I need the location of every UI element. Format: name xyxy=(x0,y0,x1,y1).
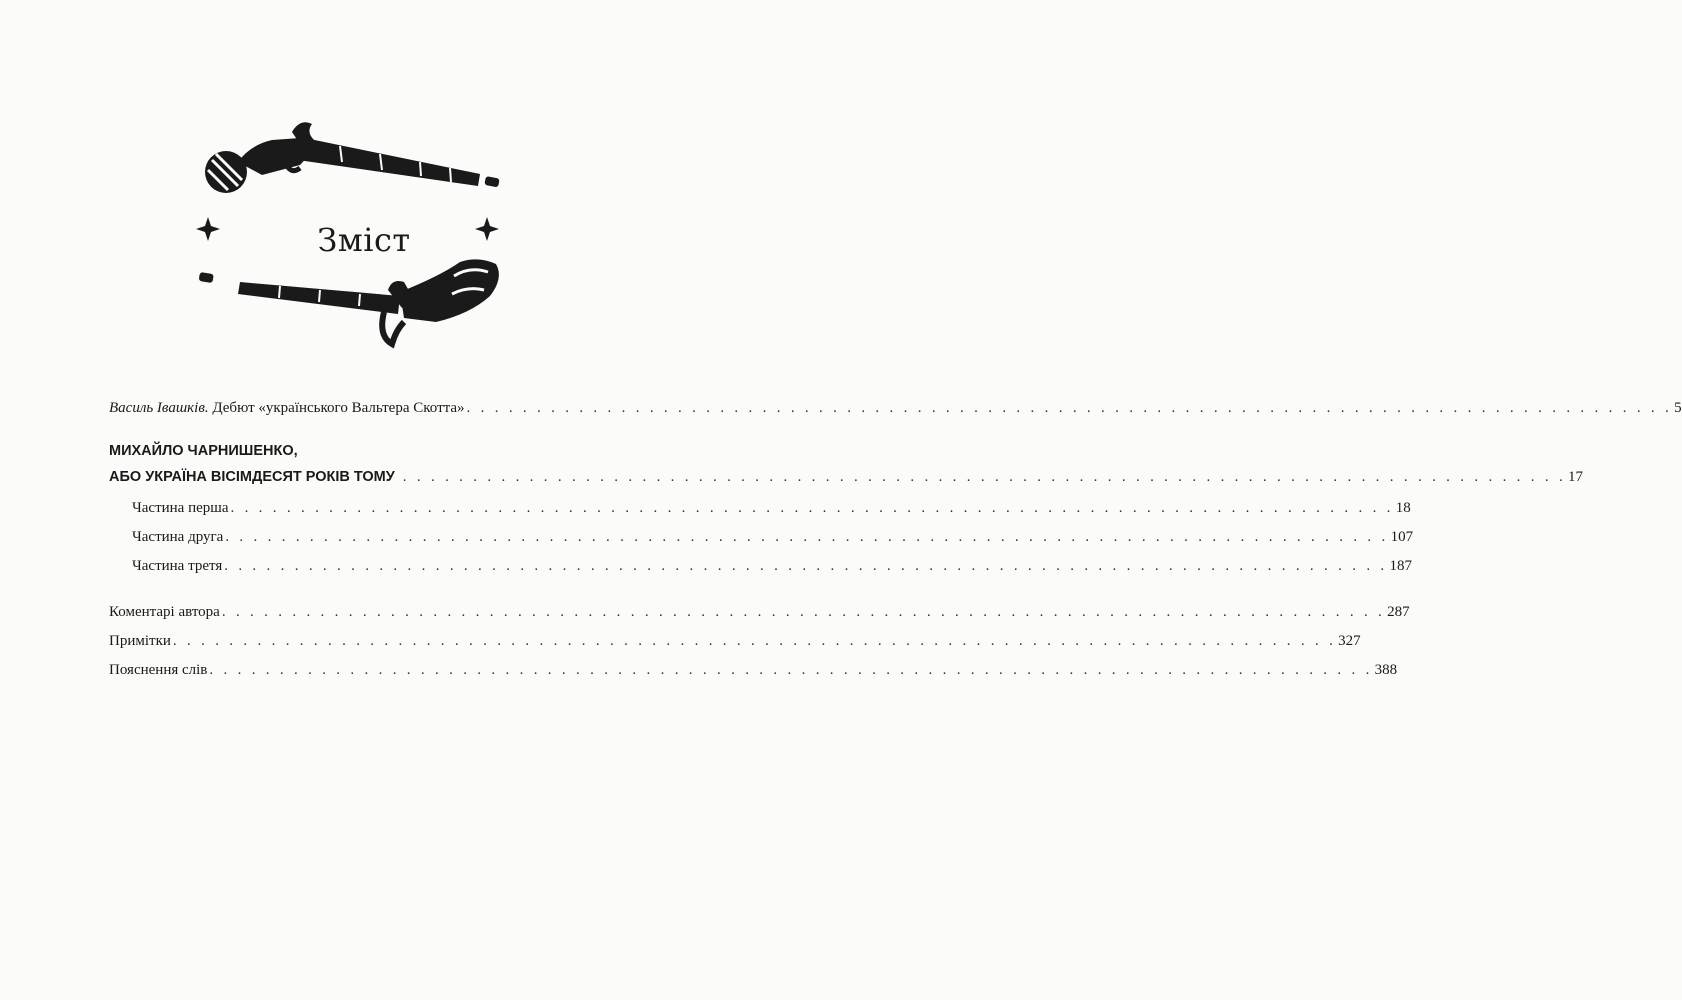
toc-entry-part-3[interactable] xyxy=(109,556,1412,576)
dot-leader: . . . . . . . . . . . . . . . . . . . . . . . . . . . . . . . . . . . . . . . . . . . . . . . . . . . . . . . . . . . . . . . . . . . . . . . . . . . . . . . . . . . xyxy=(402,469,1567,485)
title-ornament xyxy=(0,0,728,400)
part-2-page-number: 107 xyxy=(1390,529,1414,545)
part-3-page-number: 187 xyxy=(1389,558,1412,574)
dot-leader: . . . . . . . . . . . . . . . . . . . . . . . . . . . . . . . . . . . . . . . . . . . . . . . . . . . . . . . . . . . . . . . . . . . . . . . . . . . . . . . . . . . xyxy=(209,662,1373,678)
dot-leader: . . . . . . . . . . . . . . . . . . . . . . . . . . . . . . . . . . . . . . . . . . . . . . . . . . . . . . . . . . . . . . . . . . . . . . . . . . . . . . . . . . . xyxy=(172,633,1337,649)
notes-label: Примітки xyxy=(109,633,171,649)
dot-leader: . . . . . . . . . . . . . . . . . . . . . . . . . . . . . . . . . . . . . . . . . . . . . . . . . . . . . . . . . . . . . . . . . . . . . . . . . . . . . . . . . . . xyxy=(230,500,1394,516)
intro-author: Василь Івашків. xyxy=(109,400,209,416)
table-of-contents xyxy=(109,398,1682,680)
toc-entry-notes[interactable] xyxy=(109,631,1361,651)
part-2-label: Частина друга xyxy=(132,529,224,545)
glossary-page-number: 388 xyxy=(1374,662,1398,678)
dot-leader: . . . . . . . . . . . . . . . . . . . . . . . . . . . . . . . . . . . . . . . . . . . . . . . . . . . . . . . . . . . . . . . . . . . . . . . . . . . . . . . . . . . . . . xyxy=(466,400,1673,416)
toc-entry-part-2[interactable] xyxy=(109,527,1414,547)
toc-entry-glossary[interactable] xyxy=(109,660,1398,680)
toc-entry-intro[interactable] xyxy=(109,398,1682,418)
intro-title: Дебют «українського Вальтера Скотта» xyxy=(208,400,465,416)
page-title: Зміст xyxy=(317,221,411,260)
toc-entry-author-comments[interactable] xyxy=(109,602,1410,622)
bottom-pistol-icon xyxy=(199,259,499,344)
novel-title-line1[interactable]: МИХАЙЛО ЧАРНИШЕНКО, xyxy=(109,443,298,459)
novel-page-number: 17 xyxy=(1568,469,1584,485)
top-pistol-icon xyxy=(205,122,500,193)
part-1-page-number: 18 xyxy=(1395,500,1411,516)
author-comments-label: Коментарі автора xyxy=(109,604,220,620)
notes-page-number: 327 xyxy=(1338,633,1361,649)
part-3-label: Частина третя xyxy=(132,558,223,574)
novel-title-line2: АБО УКРАЇНА ВІСІМДЕСЯТ РОКІВ ТОМУ xyxy=(109,469,395,485)
intro-page-number: 5 xyxy=(1674,400,1682,416)
dot-leader: . . . . . . . . . . . . . . . . . . . . . . . . . . . . . . . . . . . . . . . . . . . . . . . . . . . . . . . . . . . . . . . . . . . . . . . . . . . . . . . . . . . xyxy=(221,604,1386,620)
dot-leader: . . . . . . . . . . . . . . . . . . . . . . . . . . . . . . . . . . . . . . . . . . . . . . . . . . . . . . . . . . . . . . . . . . . . . . . . . . . . . . . . . . . xyxy=(224,558,1388,574)
part-1-label: Частина перша xyxy=(132,500,229,516)
dot-leader: . . . . . . . . . . . . . . . . . . . . . . . . . . . . . . . . . . . . . . . . . . . . . . . . . . . . . . . . . . . . . . . . . . . . . . . . . . . . . . . . . . . xyxy=(225,529,1389,545)
toc-entry-novel[interactable] xyxy=(109,467,1584,487)
author-comments-page-number: 287 xyxy=(1387,604,1410,620)
toc-entry-part-1[interactable] xyxy=(109,498,1411,518)
glossary-label: Пояснення слів xyxy=(109,662,208,678)
